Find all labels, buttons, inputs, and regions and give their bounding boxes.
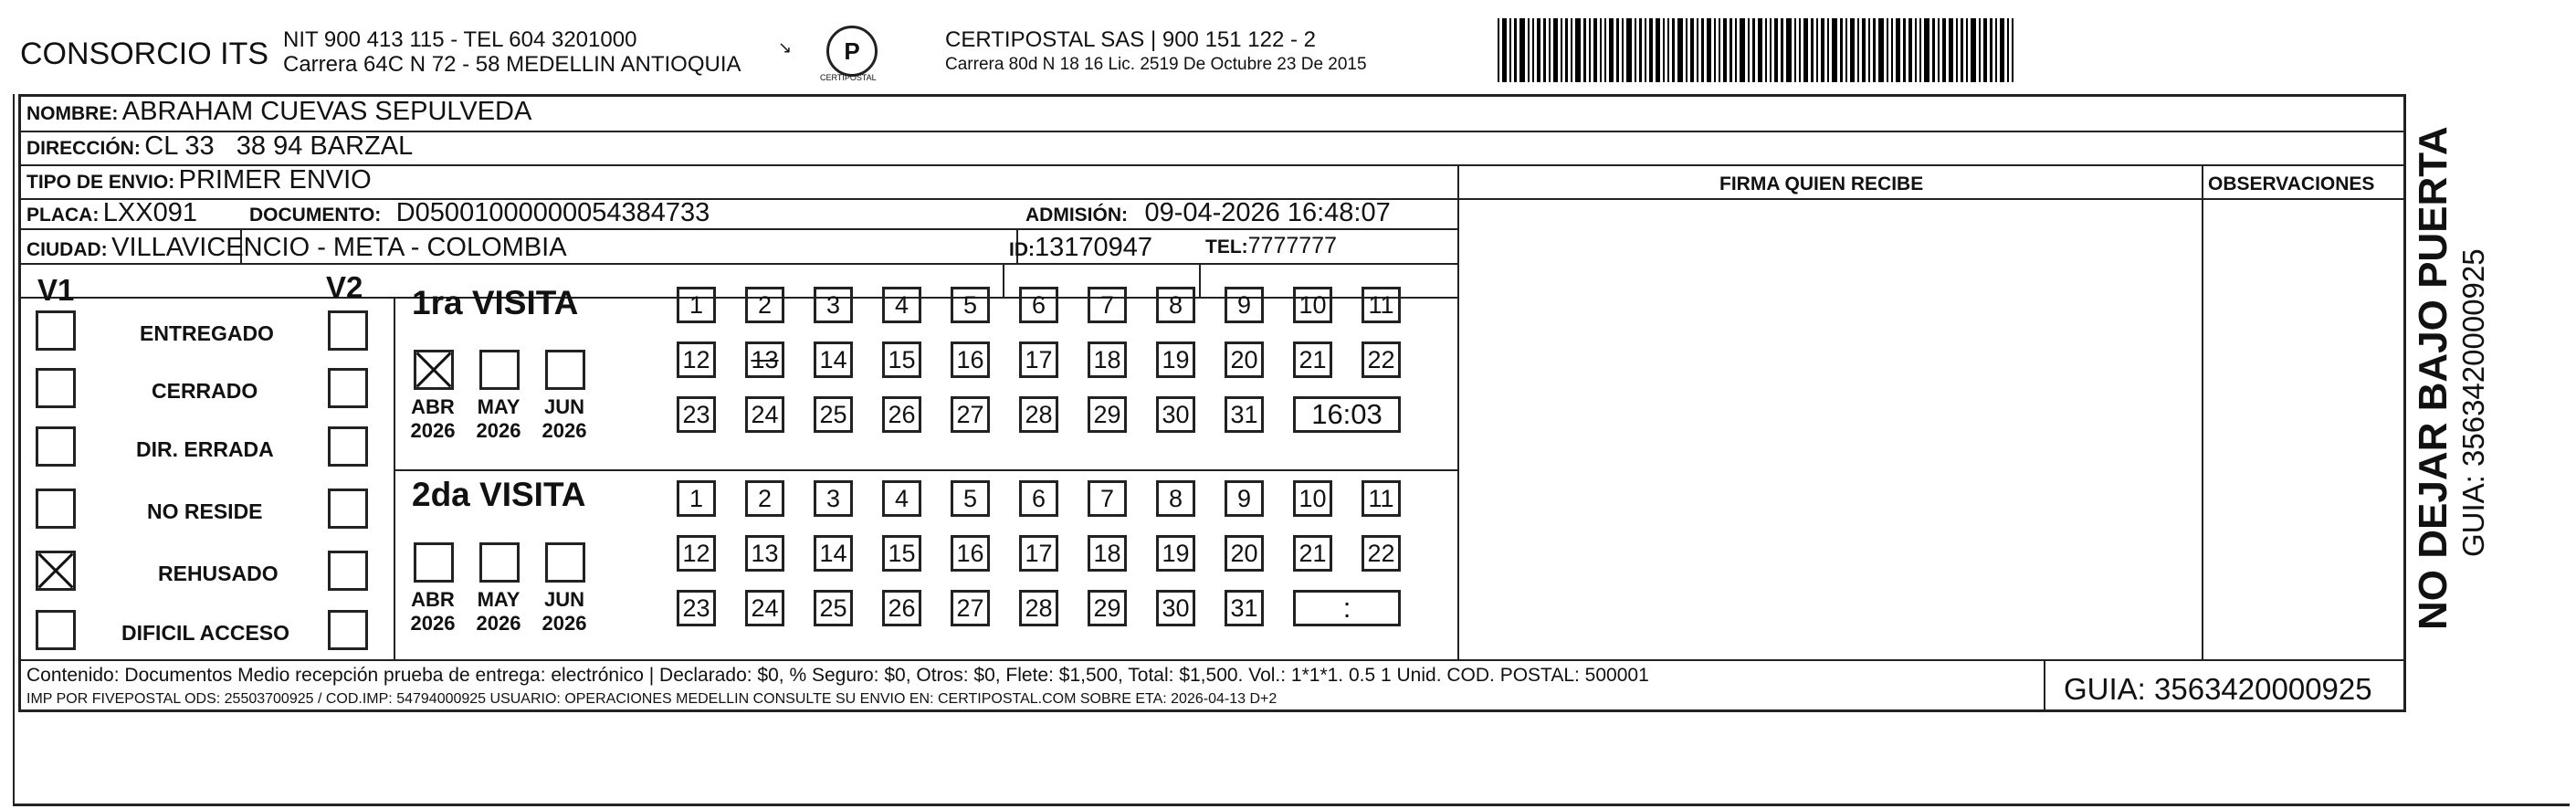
barcode-bar <box>1966 18 1968 82</box>
barcode-bar <box>1956 18 1958 82</box>
day-box[interactable]: 7 <box>1088 480 1127 517</box>
barcode-bar <box>1896 18 1900 82</box>
time-box[interactable]: 16:03 <box>1293 396 1401 433</box>
day-box[interactable]: 8 <box>1156 287 1195 323</box>
certipostal-logo-icon: P <box>826 26 878 77</box>
day-box[interactable]: 22 <box>1362 341 1401 378</box>
barcode-bar <box>1509 18 1511 82</box>
barcode-bar <box>2012 18 2013 82</box>
barcode-bar <box>1667 18 1669 82</box>
barcode-bar <box>1752 18 1755 82</box>
month-label: JUN 2026 <box>541 395 587 442</box>
barcode-bar <box>1635 18 1636 82</box>
barcode-bar <box>1891 18 1893 82</box>
recipient-name-field: NOMBRE: ABRAHAM CUEVAS SEPULVEDA <box>26 97 532 126</box>
day-box[interactable]: 12 <box>677 535 716 572</box>
barcode-bar <box>1961 18 1963 82</box>
month-label: JUN 2026 <box>541 588 587 635</box>
plate-field: PLACA: LXX091 <box>26 198 197 227</box>
barcode-bar <box>1770 18 1772 82</box>
v2-label: V2 <box>326 270 363 304</box>
barcode-bar <box>1862 18 1866 82</box>
barcode-bar <box>1821 18 1824 82</box>
day-box[interactable]: 9 <box>1225 287 1264 323</box>
day-box[interactable]: 3 <box>814 480 853 517</box>
barcode-bar <box>1735 18 1737 82</box>
barcode-bar <box>1845 18 1847 82</box>
time-box[interactable]: : <box>1293 590 1401 626</box>
day-box[interactable]: 19 <box>1156 341 1195 378</box>
day-box[interactable]: 21 <box>1293 535 1332 572</box>
barcode-bar <box>1868 18 1870 82</box>
day-box[interactable]: 31 <box>1225 396 1264 433</box>
v1-checkbox-dir-errada[interactable] <box>36 426 76 467</box>
barcode-bar <box>1781 18 1783 82</box>
barcode-bar <box>1850 18 1855 82</box>
phone-value: 7777777 <box>1247 233 1337 258</box>
document-value: D05001000000054384733 <box>395 198 710 227</box>
barcode-bar <box>1765 18 1767 82</box>
barcode-bar <box>1639 18 1642 82</box>
barcode-bar <box>1740 18 1745 82</box>
admission-value: 09-04-2026 16:48:07 <box>1144 198 1391 227</box>
barcode-bar <box>1786 18 1792 82</box>
day-box[interactable]: 23 <box>677 396 716 433</box>
state-label: NO RESIDE <box>147 499 263 523</box>
barcode-bar <box>1707 18 1711 82</box>
barcode-bar <box>1593 18 1597 82</box>
delivery-form <box>18 94 2406 712</box>
day-box[interactable]: 13 <box>745 535 784 572</box>
day-box[interactable]: 14 <box>814 341 853 378</box>
day-box[interactable]: 15 <box>882 341 921 378</box>
logo-caption: CERTIPOSTAL <box>820 73 877 82</box>
visit2-title: 2da VISITA <box>412 476 586 513</box>
day-box[interactable]: 5 <box>951 287 990 323</box>
address-field: DIRECCIÓN: CL 33 38 94 BARZAL <box>26 131 414 161</box>
barcode-bar <box>1983 18 1987 82</box>
barcode-bar <box>1532 18 1534 82</box>
day-box[interactable]: 6 <box>1019 480 1058 517</box>
barcode-bar <box>1748 18 1750 82</box>
day-box[interactable]: 20 <box>1225 341 1264 378</box>
id-value: 13170947 <box>1035 233 1153 262</box>
barcode-bar <box>1589 18 1591 82</box>
day-box[interactable]: 17 <box>1019 341 1058 378</box>
state-label: ENTREGADO <box>140 321 274 345</box>
barcode-bar <box>1908 18 1912 82</box>
barcode-bar <box>1758 18 1762 82</box>
barcode-bar <box>1873 18 1876 82</box>
barcode-bar <box>1971 18 1976 82</box>
barcode-bar <box>1672 18 1675 82</box>
guia-footer: GUIA: 3563420000925 <box>2064 672 2372 706</box>
barcode-bar <box>1919 18 1921 82</box>
contents-line: Contenido: Documentos Medio recepción prueba de entrega: electrónico | Declarado: $0, % Seguro: $0, Otros: $0, Flete: $1,500, Total: $1,500. Vol.: 1*1*1. 0.5 1 Unid. COD. POSTAL: 500001 <box>26 665 1649 686</box>
signature-header: FIRMA QUIEN RECIBE <box>1719 173 1924 194</box>
day-box[interactable]: 1 <box>677 480 716 517</box>
day-box[interactable]: 22 <box>1362 535 1401 572</box>
barcode-bar <box>1857 18 1859 82</box>
barcode-bar <box>1553 18 1558 82</box>
print-info-line: IMP POR FIVEPOSTAL ODS: 25503700925 / COD.IMP: 54794000925 USUARIO: OPERACIONES MEDELLIN CONSULTE SU ENVIO EN: CERTIPOSTAL.COM SOBRE ETA: 2026-04-13 D+2 <box>26 691 1277 707</box>
day-box[interactable]: 8 <box>1156 480 1195 517</box>
v2-checkbox-no-reside[interactable] <box>328 489 368 529</box>
month-checkbox-jun[interactable] <box>545 542 585 583</box>
carrier-nit: CERTIPOSTAL SAS | 900 151 122 - 2 <box>945 27 1316 52</box>
recipient-name: ABRAHAM CUEVAS SEPULVEDA <box>121 97 532 126</box>
day-box[interactable]: 27 <box>951 396 990 433</box>
v1-label: V1 <box>37 273 75 307</box>
day-box[interactable]: 19 <box>1156 535 1195 572</box>
month-label: MAY 2026 <box>476 588 521 635</box>
barcode-bar <box>1616 18 1619 82</box>
day-box[interactable]: 18 <box>1088 535 1127 572</box>
state-label: REHUSADO <box>158 562 279 585</box>
barcode-bar <box>1816 18 1818 82</box>
barcode-bar <box>1701 18 1704 82</box>
barcode-bar <box>1903 18 1906 82</box>
barcode-bar <box>1649 18 1653 82</box>
barcode-bar <box>1723 18 1727 82</box>
day-box[interactable]: 30 <box>1156 590 1195 626</box>
barcode-bar <box>2007 18 2009 82</box>
company-nit: NIT 900 413 115 - TEL 604 3201000 <box>283 27 637 52</box>
barcode-bar <box>1697 18 1698 82</box>
shipment-type: PRIMER ENVIO <box>178 165 372 194</box>
month-label: ABR 2026 <box>410 395 456 442</box>
day-box[interactable]: 24 <box>745 396 784 433</box>
city-field: CIUDAD: VILLAVICENCIO - META - COLOMBIA <box>26 233 567 262</box>
month-checkbox-may[interactable] <box>479 350 520 390</box>
day-box[interactable]: 26 <box>882 590 921 626</box>
barcode-bar <box>1622 18 1624 82</box>
company-info <box>283 27 741 77</box>
barcode-bar <box>1549 18 1551 82</box>
barcode-bar <box>1878 18 1884 82</box>
barcode-bar <box>1537 18 1540 82</box>
barcode-bar <box>1794 18 1796 82</box>
barcode-bar <box>1915 18 1917 82</box>
day-box[interactable]: 27 <box>951 590 990 626</box>
phone-field: TEL:7777777 <box>1205 233 1337 258</box>
company-address: Carrera 64C N 72 - 58 MEDELLIN ANTIOQUIA <box>283 52 741 77</box>
day-box[interactable]: 14 <box>814 535 853 572</box>
barcode-bar <box>1583 18 1586 82</box>
v1-checkbox-no-reside[interactable] <box>36 489 76 529</box>
day-box[interactable]: 29 <box>1088 396 1127 433</box>
barcode-bar <box>1995 18 1997 82</box>
barcode-bar <box>1498 18 1499 82</box>
barcode-bar <box>1543 18 1546 82</box>
barcode-bar <box>1645 18 1646 82</box>
day-box[interactable]: 4 <box>882 287 921 323</box>
barcode-bar <box>1979 18 1981 82</box>
barcode-bar <box>1604 18 1606 82</box>
barcode-bar <box>1730 18 1732 82</box>
v2-checkbox-entregado[interactable] <box>328 310 368 351</box>
barcode-bar <box>1840 18 1843 82</box>
v1-checkbox-entregado[interactable] <box>36 310 76 351</box>
barcode-bar <box>1663 18 1665 82</box>
side-guia: GUIA: 3563420000925 <box>2456 248 2490 557</box>
month-checkbox-abr[interactable] <box>414 542 454 583</box>
v1-checkbox-rehusado[interactable] <box>36 551 76 591</box>
v2-checkbox-cerrado[interactable] <box>328 368 368 408</box>
barcode-bar <box>1609 18 1614 82</box>
day-box[interactable]: 20 <box>1225 535 1264 572</box>
month-label: MAY 2026 <box>476 395 521 442</box>
observations-header: OBSERVACIONES <box>2208 173 2375 194</box>
day-box[interactable]: 16 <box>951 341 990 378</box>
day-box[interactable]: 10 <box>1293 480 1332 517</box>
v1-checkbox-cerrado[interactable] <box>36 368 76 408</box>
barcode-bar <box>1519 18 1525 82</box>
day-box[interactable]: 25 <box>814 590 853 626</box>
day-box[interactable]: 2 <box>745 480 784 517</box>
day-box[interactable]: 5 <box>951 480 990 517</box>
barcode-bar <box>1803 18 1808 82</box>
day-box[interactable]: 2 <box>745 287 784 323</box>
shipment-type-field: TIPO DE ENVIO: PRIMER ENVIO <box>26 165 372 194</box>
city-value: VILLAVICENCIO - META - COLOMBIA <box>111 233 567 262</box>
v2-checkbox-dir-errada[interactable] <box>328 426 368 467</box>
carrier-info <box>945 27 1367 77</box>
day-box[interactable]: 13 <box>745 341 784 378</box>
barcode-bar <box>1528 18 1530 82</box>
state-label: DIFICIL ACCESO <box>121 621 290 645</box>
month-label: ABR 2026 <box>410 588 456 635</box>
day-box[interactable]: 25 <box>814 396 853 433</box>
admission-field: ADMISIÓN: 09-04-2026 16:48:07 <box>1025 198 1391 227</box>
barcode-bar <box>1938 18 1940 82</box>
barcode-bar <box>1990 18 1992 82</box>
day-box[interactable]: 15 <box>882 535 921 572</box>
barcode-bar <box>2000 18 2004 82</box>
barcode <box>1498 18 2184 82</box>
barcode-bar <box>1575 18 1581 82</box>
barcode-bar <box>1561 18 1562 82</box>
barcode-bar <box>1942 18 1946 82</box>
company-name: CONSORCIO ITS <box>20 37 269 71</box>
carrier-address: Carrera 80d N 18 16 Lic. 2519 De Octubre 23 De 2015 <box>945 55 1367 74</box>
plate-value: LXX091 <box>102 198 197 227</box>
barcode-bar <box>1832 18 1837 82</box>
barcode-bar <box>1924 18 1929 82</box>
month-checkbox-may[interactable] <box>479 542 520 583</box>
day-box[interactable]: 11 <box>1362 287 1401 323</box>
id-field: ID:13170947 <box>1009 233 1153 262</box>
arrow-icon: ↘ <box>778 38 793 57</box>
day-box[interactable]: 6 <box>1019 287 1058 323</box>
day-box[interactable]: 18 <box>1088 341 1127 378</box>
barcode-bar <box>1514 18 1517 82</box>
day-box[interactable]: 24 <box>745 590 784 626</box>
day-box[interactable]: 30 <box>1156 396 1195 433</box>
month-checkbox-abr[interactable] <box>414 350 454 390</box>
day-box[interactable]: 10 <box>1293 287 1332 323</box>
day-box[interactable]: 21 <box>1293 341 1332 378</box>
barcode-bar <box>1690 18 1694 82</box>
barcode-bar <box>1811 18 1814 82</box>
day-box[interactable]: 1 <box>677 287 716 323</box>
day-box[interactable]: 28 <box>1019 396 1058 433</box>
document-field: DOCUMENTO: D05001000000054384733 <box>249 198 710 227</box>
day-box[interactable]: 7 <box>1088 287 1127 323</box>
day-box[interactable]: 3 <box>814 287 853 323</box>
barcode-bar <box>1565 18 1568 82</box>
barcode-bar <box>1932 18 1935 82</box>
day-box[interactable]: 26 <box>882 396 921 433</box>
barcode-bar <box>1949 18 1953 82</box>
day-box[interactable]: 17 <box>1019 535 1058 572</box>
day-box[interactable]: 9 <box>1225 480 1264 517</box>
month-checkbox-jun[interactable] <box>545 350 585 390</box>
barcode-bar <box>1887 18 1888 82</box>
barcode-bar <box>1677 18 1683 82</box>
day-box[interactable]: 23 <box>677 590 716 626</box>
visit1-title: 1ra VISITA <box>412 284 579 321</box>
barcode-bar <box>1656 18 1660 82</box>
v1-checkbox-dificil-acceso[interactable] <box>36 610 76 650</box>
day-box[interactable]: 11 <box>1362 480 1401 517</box>
address-value: CL 33 38 94 BARZAL <box>144 131 414 161</box>
barcode-bar <box>1502 18 1507 82</box>
barcode-bar <box>1719 18 1720 82</box>
barcode-bar <box>1827 18 1829 82</box>
barcode-bar <box>1799 18 1801 82</box>
day-box[interactable]: 29 <box>1088 590 1127 626</box>
state-label: CERRADO <box>152 379 258 403</box>
v2-checkbox-rehusado[interactable] <box>328 551 368 591</box>
barcode-bar <box>1600 18 1602 82</box>
barcode-bar <box>1686 18 1688 82</box>
day-box[interactable]: 16 <box>951 535 990 572</box>
day-box[interactable]: 31 <box>1225 590 1264 626</box>
barcode-bar <box>1571 18 1572 82</box>
barcode-bar <box>1774 18 1778 82</box>
side-warning: NO DEJAR BAJO PUERTA <box>2411 126 2455 630</box>
day-box[interactable]: 28 <box>1019 590 1058 626</box>
barcode-bar <box>1714 18 1716 82</box>
v2-checkbox-dificil-acceso[interactable] <box>328 610 368 650</box>
day-box[interactable]: 4 <box>882 480 921 517</box>
state-label: DIR. ERRADA <box>136 437 274 461</box>
barcode-bar <box>1626 18 1632 82</box>
day-box[interactable]: 12 <box>677 341 716 378</box>
